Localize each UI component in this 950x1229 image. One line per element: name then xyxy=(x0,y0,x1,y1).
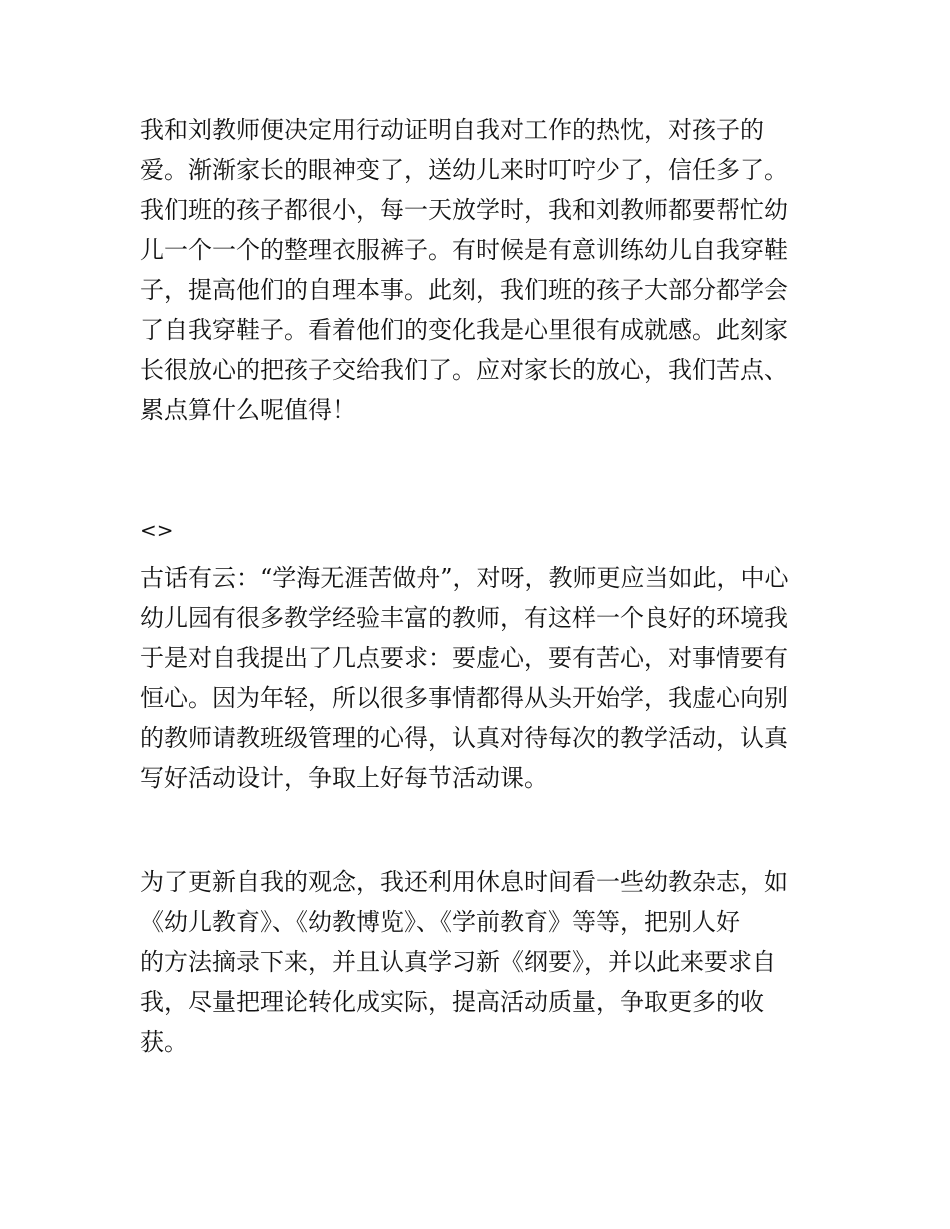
paragraph-line: 幼儿园有很多教学经验丰富的教师，有这样一个良好的环境我 xyxy=(140,604,788,632)
paragraph-line: 累点算什么呢值得！ xyxy=(140,396,356,424)
paragraph-line: 爱。渐渐家长的眼神变了，送幼儿来时叮咛少了，信任多了。 xyxy=(140,156,788,184)
paragraph-line: 了自我穿鞋子。看着他们的变化我是心里很有成就感。此刻家 xyxy=(140,316,788,344)
paragraph-line: 古话有云：“学海无涯苦做舟”，对呀，教师更应当如此，中心 xyxy=(140,564,789,592)
paragraph-line: 获。 xyxy=(140,1028,188,1056)
paragraph-line: 儿一个一个的整理衣服裤子。有时候是有意训练幼儿自我穿鞋 xyxy=(140,236,788,264)
paragraph-line: 我，尽量把理论转化成实际，提高活动质量，争取更多的收 xyxy=(140,988,764,1016)
paragraph-line: 的教师请教班级管理的心得，认真对待每次的教学活动，认真 xyxy=(140,724,788,752)
paragraph-line: 长很放心的把孩子交给我们了。应对家长的放心，我们苦点、 xyxy=(140,356,788,384)
section-marker: <> xyxy=(140,518,174,542)
paragraph-line: 写好活动设计，争取上好每节活动课。 xyxy=(140,764,548,792)
paragraph-line: 的方法摘录下来，并且认真学习新《纲要》，并以此来要求自 xyxy=(140,948,776,976)
paragraph-1 xyxy=(140,110,820,430)
paragraph-line: 我们班的孩子都很小，每一天放学时，我和刘教师都要帮忙幼 xyxy=(140,196,788,224)
paragraph-line: 我和刘教师便决定用行动证明自我对工作的热忱，对孩子的 xyxy=(140,116,764,144)
paragraph-3 xyxy=(140,862,820,1062)
paragraph-line: 《幼儿教育》、《幼教博览》、《学前教育》等等，把别人好 xyxy=(140,908,740,936)
paragraph-2 xyxy=(140,558,820,798)
paragraph-line: 恒心。因为年轻，所以很多事情都得从头开始学，我虚心向别 xyxy=(140,684,788,712)
paragraph-line: 为了更新自我的观念，我还利用休息时间看一些幼教杂志，如 xyxy=(140,868,788,896)
paragraph-line: 于是对自我提出了几点要求：要虚心，要有苦心，对事情要有 xyxy=(140,644,788,672)
paragraph-line: 子，提高他们的自理本事。此刻，我们班的孩子大部分都学会 xyxy=(140,276,788,304)
